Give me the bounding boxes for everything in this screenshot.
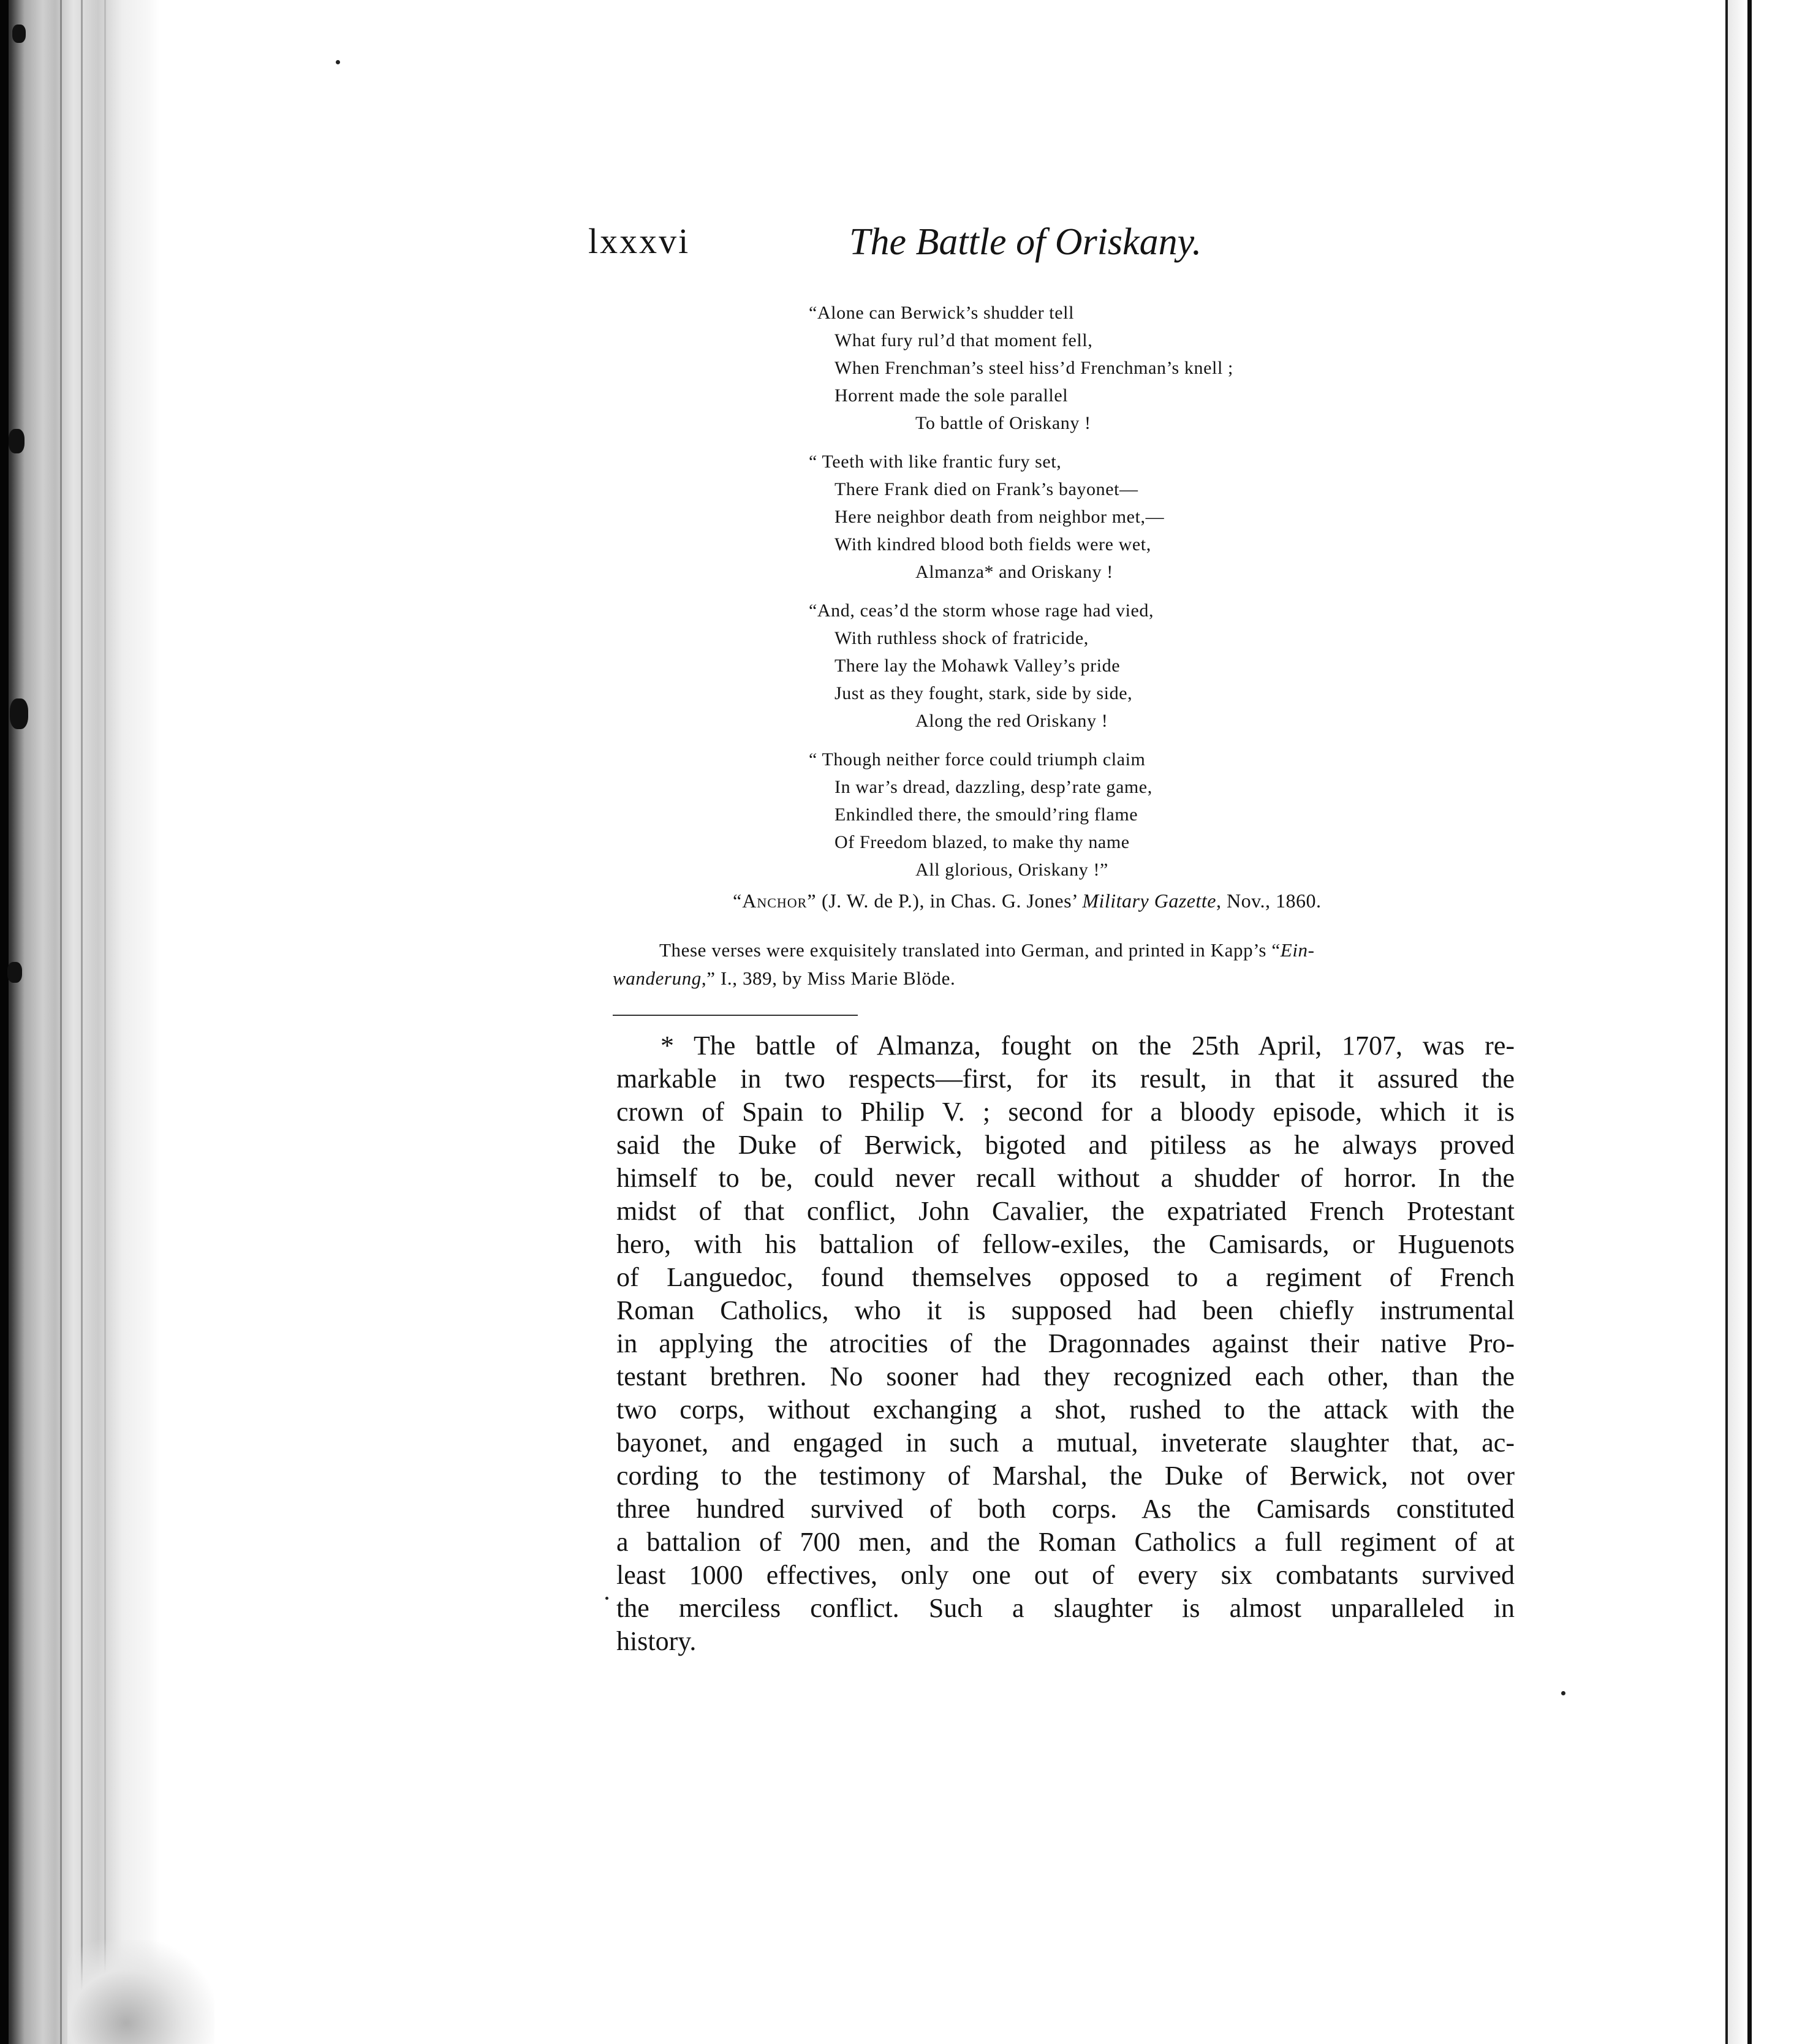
footnote-line: least 1000 effectives, only one out of every six combatants survived bbox=[616, 1560, 1515, 1590]
dust-speck bbox=[1561, 1691, 1565, 1695]
edge-line bbox=[81, 0, 83, 2044]
note-line bbox=[613, 964, 1513, 993]
note-line bbox=[613, 936, 1513, 964]
footnote-rule bbox=[613, 1015, 858, 1016]
verse-line: “And, ceas’d the storm whose rage had vied, bbox=[809, 600, 1154, 621]
refrain-line: Along the red Oriskany ! bbox=[915, 711, 1108, 731]
stanza bbox=[809, 299, 1397, 437]
edge-shadow bbox=[0, 0, 9, 2044]
fold-shade bbox=[1728, 0, 1747, 2044]
attribution-date: , Nov., 1860. bbox=[1216, 890, 1322, 912]
refrain-line: To battle of Oriskany ! bbox=[915, 413, 1091, 433]
footnote-line: bayonet, and engaged in such a mutual, inveterate slaughter that, ac- bbox=[616, 1428, 1515, 1458]
footnote-line: two corps, without exchanging a shot, rushed to the attack with the bbox=[616, 1395, 1515, 1425]
page-title: The Battle of Oriskany. bbox=[849, 221, 1202, 263]
verse-line: “Alone can Berwick’s shudder tell bbox=[809, 303, 1075, 323]
note-text: ,” I., 389, by Miss Marie Blöde. bbox=[701, 967, 956, 989]
verse-line: With ruthless shock of fratricide, bbox=[835, 628, 1089, 648]
note-text: These verses were exquisitely translated into German, and printed in Kapp’s “ bbox=[659, 939, 1281, 961]
verse-line: Here neighbor death from neighbor met,— bbox=[835, 507, 1165, 527]
edge-speck bbox=[12, 25, 26, 43]
running-header bbox=[588, 221, 1287, 282]
footnote bbox=[616, 1029, 1515, 1658]
edge-line bbox=[104, 0, 106, 2044]
verse-line: There Frank died on Frank’s bayonet— bbox=[835, 479, 1138, 499]
footnote-line: three hundred survived of both corps. As the Camisards constituted bbox=[616, 1494, 1515, 1524]
dust-speck bbox=[605, 1597, 608, 1600]
verse-line: What fury rul’d that moment fell, bbox=[835, 330, 1093, 350]
footnote-line: of Languedoc, found themselves opposed to a regiment of French bbox=[616, 1262, 1515, 1292]
verse-line: Just as they fought, stark, side by side, bbox=[835, 683, 1133, 703]
stanza bbox=[809, 597, 1397, 735]
footnote-line: in applying the atrocities of the Dragonnades against their native Pro- bbox=[616, 1328, 1515, 1358]
page-number: lxxxvi bbox=[588, 221, 691, 261]
footnote-line: cording to the testimony of Marshal, the Duke of Berwick, not over bbox=[616, 1461, 1515, 1491]
fold-line bbox=[1747, 0, 1752, 2044]
footnote-line: said the Duke of Berwick, bigoted and pitiless as he always proved bbox=[616, 1130, 1515, 1160]
verse-line: Enkindled there, the smould’ring flame bbox=[835, 804, 1138, 825]
translation-note bbox=[613, 936, 1513, 993]
footnote-line: * The battle of Almanza, fought on the 25th April, 1707, was re- bbox=[660, 1031, 1515, 1061]
edge-speck bbox=[10, 698, 28, 729]
refrain-line: All glorious, Oriskany !” bbox=[915, 860, 1108, 880]
refrain-line: Almanza* and Oriskany ! bbox=[915, 562, 1113, 582]
verse-line: In war’s dread, dazzling, desp’rate game, bbox=[835, 777, 1152, 797]
verse-line: “ Teeth with like frantic fury set, bbox=[809, 452, 1062, 472]
publication-name: Military Gazette bbox=[1082, 890, 1216, 912]
footnote-line: midst of that conflict, John Cavalier, the expatriated French Protestant bbox=[616, 1196, 1515, 1226]
poem bbox=[809, 299, 1397, 895]
footnote-line: crown of Spain to Philip V. ; second for a bloody episode, which it is bbox=[616, 1097, 1515, 1127]
verse-line: With kindred blood both fields were wet, bbox=[835, 534, 1151, 555]
footnote-line: the merciless conflict. Such a slaughter is almost unparalleled in bbox=[616, 1593, 1515, 1623]
footnote-line: testant brethren. No sooner had they recognized each other, than the bbox=[616, 1361, 1515, 1391]
stanza bbox=[809, 448, 1397, 586]
page-wear bbox=[67, 1940, 214, 2044]
book-edge-left bbox=[0, 0, 159, 2044]
edge-speck bbox=[7, 962, 22, 983]
stanza bbox=[809, 746, 1397, 884]
note-italic: wanderung bbox=[613, 967, 702, 989]
poem-attribution bbox=[733, 890, 1321, 912]
dust-speck bbox=[336, 60, 340, 64]
edge-line bbox=[60, 0, 62, 2044]
verse-line: Horrent made the sole parallel bbox=[835, 385, 1069, 406]
footnote-line: a battalion of 700 men, and the Roman Catholics a full regiment of at bbox=[616, 1527, 1515, 1557]
footnote-line: Roman Catholics, who it is supposed had been chiefly instrumental bbox=[616, 1295, 1515, 1325]
footnote-line: hero, with his battalion of fellow-exiles, the Camisards, or Huguenots bbox=[616, 1229, 1515, 1259]
attribution-text: (J. W. de P.), in Chas. G. Jones’ bbox=[816, 890, 1083, 912]
edge-speck bbox=[9, 429, 25, 453]
author-name: “Anchor” bbox=[733, 890, 817, 912]
verse-line: There lay the Mohawk Valley’s pride bbox=[835, 656, 1121, 676]
verse-line: When Frenchman’s steel hiss’d Frenchman’s knell ; bbox=[835, 358, 1233, 378]
footnote-line: history. bbox=[616, 1626, 697, 1656]
footnote-line: himself to be, could never recall without a shudder of horror. In the bbox=[616, 1163, 1515, 1193]
footnote-line: markable in two respects—first, for its result, in that it assured the bbox=[616, 1064, 1515, 1094]
verse-line: “ Though neither force could triumph claim bbox=[809, 749, 1146, 770]
page-fold-right bbox=[1684, 0, 1794, 2044]
verse-line: Of Freedom blazed, to make thy name bbox=[835, 832, 1130, 852]
note-italic: Ein- bbox=[1280, 939, 1315, 961]
